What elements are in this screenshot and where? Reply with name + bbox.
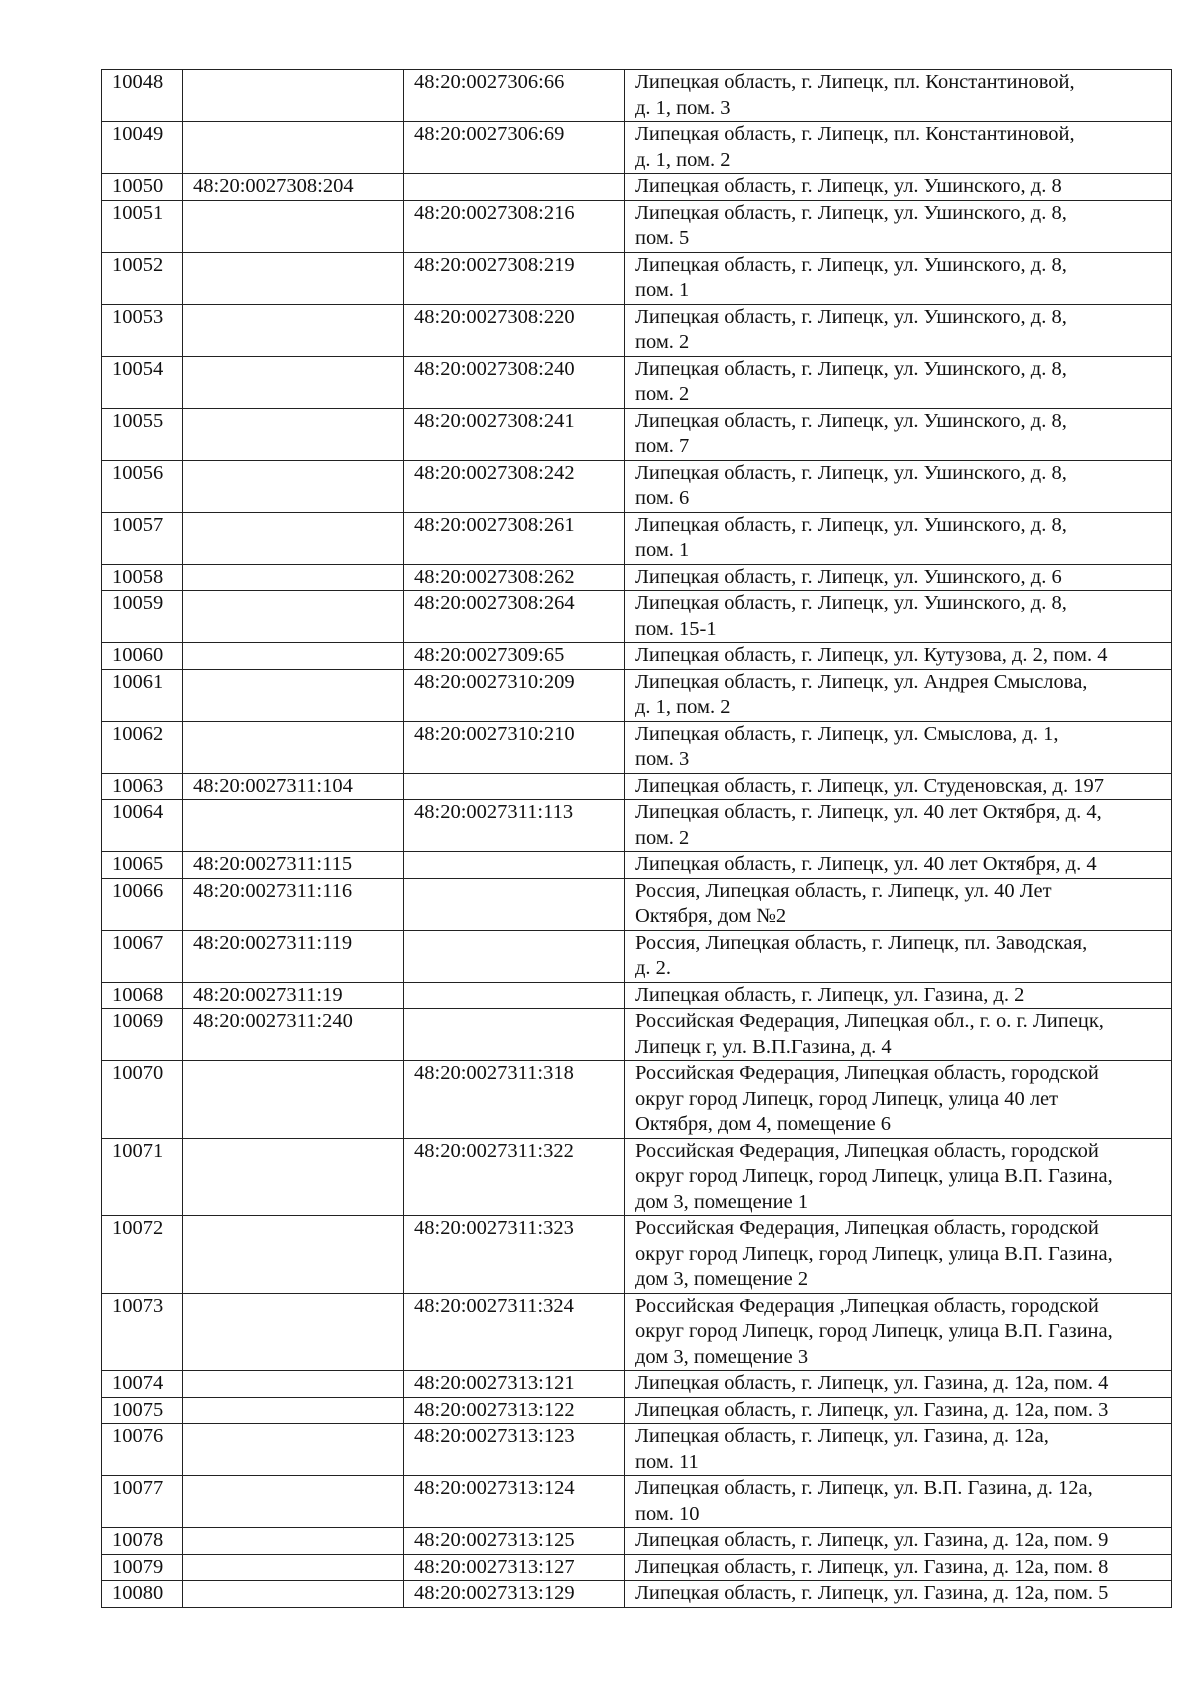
table-row — [102, 982, 1172, 1009]
row-number-cell: 10057 — [102, 512, 183, 564]
table-row — [102, 878, 1172, 930]
row-number-cell: 10062 — [102, 721, 183, 773]
table-row — [102, 1554, 1172, 1581]
table-row — [102, 930, 1172, 982]
address-cell: Россия, Липецкая область, г. Липецк, ул. 40 Лет Октября, дом №2 — [625, 878, 1172, 930]
table-row — [102, 800, 1172, 852]
address-cell: Липецкая область, г. Липецк, ул. Газина, д. 12а, пом. 8 — [625, 1554, 1172, 1581]
row-number-cell: 10077 — [102, 1476, 183, 1528]
land-cadastral-number-cell: 48:20:0027311:116 — [183, 878, 404, 930]
object-cadastral-number-cell: 48:20:0027313:127 — [404, 1554, 625, 1581]
object-cadastral-number-cell — [404, 773, 625, 800]
object-cadastral-number-cell — [404, 930, 625, 982]
address-cell: Липецкая область, г. Липецк, ул. Ушинского, д. 8, пом. 15-1 — [625, 591, 1172, 643]
table-row — [102, 773, 1172, 800]
row-number-cell: 10061 — [102, 669, 183, 721]
table-row — [102, 356, 1172, 408]
land-cadastral-number-cell — [183, 1554, 404, 1581]
land-cadastral-number-cell — [183, 512, 404, 564]
object-cadastral-number-cell — [404, 982, 625, 1009]
land-cadastral-number-cell — [183, 669, 404, 721]
address-cell: Липецкая область, г. Липецк, ул. Ушинского, д. 8, пом. 2 — [625, 356, 1172, 408]
row-number-cell: 10067 — [102, 930, 183, 982]
table-row — [102, 721, 1172, 773]
object-cadastral-number-cell — [404, 1009, 625, 1061]
address-cell: Россия, Липецкая область, г. Липецк, пл. Заводская, д. 2. — [625, 930, 1172, 982]
table-row — [102, 1397, 1172, 1424]
object-cadastral-number-cell: 48:20:0027313:123 — [404, 1424, 625, 1476]
object-cadastral-number-cell — [404, 878, 625, 930]
land-cadastral-number-cell — [183, 721, 404, 773]
address-cell: Липецкая область, г. Липецк, пл. Константиновой, д. 1, пом. 3 — [625, 70, 1172, 122]
land-cadastral-number-cell: 48:20:0027311:240 — [183, 1009, 404, 1061]
land-cadastral-number-cell — [183, 460, 404, 512]
land-cadastral-number-cell: 48:20:0027311:115 — [183, 852, 404, 879]
row-number-cell: 10072 — [102, 1216, 183, 1294]
row-number-cell: 10060 — [102, 643, 183, 670]
object-cadastral-number-cell: 48:20:0027308:242 — [404, 460, 625, 512]
land-cadastral-number-cell: 48:20:0027311:19 — [183, 982, 404, 1009]
object-cadastral-number-cell: 48:20:0027308:262 — [404, 564, 625, 591]
land-cadastral-number-cell — [183, 1138, 404, 1216]
table-row — [102, 122, 1172, 174]
table-row — [102, 460, 1172, 512]
table-body — [102, 70, 1172, 1608]
row-number-cell: 10071 — [102, 1138, 183, 1216]
object-cadastral-number-cell: 48:20:0027311:324 — [404, 1293, 625, 1371]
object-cadastral-number-cell: 48:20:0027310:210 — [404, 721, 625, 773]
object-cadastral-number-cell: 48:20:0027308:219 — [404, 252, 625, 304]
object-cadastral-number-cell: 48:20:0027308:240 — [404, 356, 625, 408]
table-row — [102, 200, 1172, 252]
row-number-cell: 10066 — [102, 878, 183, 930]
row-number-cell: 10069 — [102, 1009, 183, 1061]
row-number-cell: 10075 — [102, 1397, 183, 1424]
object-cadastral-number-cell: 48:20:0027313:124 — [404, 1476, 625, 1528]
table-row — [102, 1424, 1172, 1476]
address-cell: Липецкая область, г. Липецк, ул. Андрея Смыслова, д. 1, пом. 2 — [625, 669, 1172, 721]
land-cadastral-number-cell — [183, 1061, 404, 1139]
table-row — [102, 669, 1172, 721]
land-cadastral-number-cell — [183, 800, 404, 852]
row-number-cell: 10080 — [102, 1581, 183, 1608]
row-number-cell: 10052 — [102, 252, 183, 304]
row-number-cell: 10055 — [102, 408, 183, 460]
land-cadastral-number-cell — [183, 252, 404, 304]
address-cell: Липецкая область, г. Липецк, ул. Газина, д. 12а, пом. 4 — [625, 1371, 1172, 1398]
object-cadastral-number-cell — [404, 174, 625, 201]
row-number-cell: 10056 — [102, 460, 183, 512]
table-row — [102, 304, 1172, 356]
address-cell: Липецкая область, г. Липецк, ул. Газина, д. 12а, пом. 11 — [625, 1424, 1172, 1476]
table-row — [102, 1216, 1172, 1294]
row-number-cell: 10059 — [102, 591, 183, 643]
land-cadastral-number-cell — [183, 356, 404, 408]
land-cadastral-number-cell — [183, 1424, 404, 1476]
row-number-cell: 10076 — [102, 1424, 183, 1476]
table-row — [102, 408, 1172, 460]
table-row — [102, 852, 1172, 879]
land-cadastral-number-cell — [183, 1371, 404, 1398]
row-number-cell: 10054 — [102, 356, 183, 408]
address-cell: Липецкая область, г. Липецк, ул. Ушинского, д. 8, пом. 5 — [625, 200, 1172, 252]
row-number-cell: 10048 — [102, 70, 183, 122]
object-cadastral-number-cell: 48:20:0027313:125 — [404, 1528, 625, 1555]
object-cadastral-number-cell: 48:20:0027306:66 — [404, 70, 625, 122]
address-cell: Липецкая область, г. Липецк, ул. Газина, д. 2 — [625, 982, 1172, 1009]
row-number-cell: 10053 — [102, 304, 183, 356]
object-cadastral-number-cell: 48:20:0027306:69 — [404, 122, 625, 174]
address-cell: Липецкая область, г. Липецк, ул. Ушинского, д. 6 — [625, 564, 1172, 591]
land-cadastral-number-cell — [183, 304, 404, 356]
row-number-cell: 10063 — [102, 773, 183, 800]
table-row — [102, 591, 1172, 643]
address-cell: Липецкая область, г. Липецк, ул. Газина, д. 12а, пом. 5 — [625, 1581, 1172, 1608]
row-number-cell: 10065 — [102, 852, 183, 879]
object-cadastral-number-cell: 48:20:0027311:113 — [404, 800, 625, 852]
land-cadastral-number-cell — [183, 564, 404, 591]
row-number-cell: 10058 — [102, 564, 183, 591]
land-cadastral-number-cell — [183, 1476, 404, 1528]
object-cadastral-number-cell: 48:20:0027310:209 — [404, 669, 625, 721]
table-row — [102, 1293, 1172, 1371]
row-number-cell: 10051 — [102, 200, 183, 252]
land-cadastral-number-cell — [183, 1397, 404, 1424]
table-row — [102, 1061, 1172, 1139]
row-number-cell: 10050 — [102, 174, 183, 201]
object-cadastral-number-cell: 48:20:0027308:220 — [404, 304, 625, 356]
address-cell: Липецкая область, г. Липецк, ул. Ушинского, д. 8, пом. 1 — [625, 512, 1172, 564]
object-cadastral-number-cell: 48:20:0027308:241 — [404, 408, 625, 460]
object-cadastral-number-cell — [404, 852, 625, 879]
address-cell: Липецкая область, г. Липецк, ул. Ушинского, д. 8, пом. 1 — [625, 252, 1172, 304]
object-cadastral-number-cell: 48:20:0027309:65 — [404, 643, 625, 670]
row-number-cell: 10049 — [102, 122, 183, 174]
address-cell: Липецкая область, г. Липецк, ул. Ушинского, д. 8, пом. 2 — [625, 304, 1172, 356]
document-page — [101, 69, 1172, 1608]
land-cadastral-number-cell — [183, 591, 404, 643]
row-number-cell: 10079 — [102, 1554, 183, 1581]
table-row — [102, 1528, 1172, 1555]
land-cadastral-number-cell — [183, 1293, 404, 1371]
table-row — [102, 1009, 1172, 1061]
address-cell: Липецкая область, г. Липецк, пл. Константиновой, д. 1, пом. 2 — [625, 122, 1172, 174]
object-cadastral-number-cell: 48:20:0027311:318 — [404, 1061, 625, 1139]
address-cell: Липецкая область, г. Липецк, ул. Газина, д. 12а, пом. 3 — [625, 1397, 1172, 1424]
land-cadastral-number-cell: 48:20:0027311:104 — [183, 773, 404, 800]
cadastral-table — [101, 69, 1172, 1608]
land-cadastral-number-cell — [183, 1216, 404, 1294]
land-cadastral-number-cell — [183, 70, 404, 122]
row-number-cell: 10073 — [102, 1293, 183, 1371]
address-cell: Липецкая область, г. Липецк, ул. В.П. Газина, д. 12а, пом. 10 — [625, 1476, 1172, 1528]
address-cell: Липецкая область, г. Липецк, ул. Смыслова, д. 1, пом. 3 — [625, 721, 1172, 773]
address-cell: Российская Федерация ,Липецкая область, городской округ город Липецк, город Липецк, улица В.П. Газина, дом 3, помещение 3 — [625, 1293, 1172, 1371]
table-row — [102, 1476, 1172, 1528]
land-cadastral-number-cell: 48:20:0027311:119 — [183, 930, 404, 982]
land-cadastral-number-cell — [183, 122, 404, 174]
address-cell: Липецкая область, г. Липецк, ул. Ушинского, д. 8 — [625, 174, 1172, 201]
address-cell: Российская Федерация, Липецкая область, городской округ город Липецк, город Липецк, улица В.П. Газина, дом 3, помещение 1 — [625, 1138, 1172, 1216]
object-cadastral-number-cell: 48:20:0027313:122 — [404, 1397, 625, 1424]
address-cell: Липецкая область, г. Липецк, ул. Кутузова, д. 2, пом. 4 — [625, 643, 1172, 670]
object-cadastral-number-cell: 48:20:0027308:264 — [404, 591, 625, 643]
object-cadastral-number-cell: 48:20:0027311:323 — [404, 1216, 625, 1294]
address-cell: Липецкая область, г. Липецк, ул. Ушинского, д. 8, пом. 6 — [625, 460, 1172, 512]
land-cadastral-number-cell — [183, 408, 404, 460]
table-row — [102, 643, 1172, 670]
land-cadastral-number-cell — [183, 1528, 404, 1555]
land-cadastral-number-cell: 48:20:0027308:204 — [183, 174, 404, 201]
address-cell: Липецкая область, г. Липецк, ул. 40 лет Октября, д. 4 — [625, 852, 1172, 879]
address-cell: Липецкая область, г. Липецк, ул. Газина, д. 12а, пом. 9 — [625, 1528, 1172, 1555]
row-number-cell: 10074 — [102, 1371, 183, 1398]
land-cadastral-number-cell — [183, 200, 404, 252]
object-cadastral-number-cell: 48:20:0027308:216 — [404, 200, 625, 252]
row-number-cell: 10068 — [102, 982, 183, 1009]
table-row — [102, 512, 1172, 564]
table-row — [102, 252, 1172, 304]
table-row — [102, 70, 1172, 122]
table-row — [102, 1371, 1172, 1398]
address-cell: Российская Федерация, Липецкая область, городской округ город Липецк, город Липецк, улица 40 лет Октября, дом 4, помещение 6 — [625, 1061, 1172, 1139]
address-cell: Липецкая область, г. Липецк, ул. Ушинского, д. 8, пом. 7 — [625, 408, 1172, 460]
land-cadastral-number-cell — [183, 643, 404, 670]
address-cell: Липецкая область, г. Липецк, ул. 40 лет Октября, д. 4, пом. 2 — [625, 800, 1172, 852]
row-number-cell: 10064 — [102, 800, 183, 852]
row-number-cell: 10070 — [102, 1061, 183, 1139]
land-cadastral-number-cell — [183, 1581, 404, 1608]
row-number-cell: 10078 — [102, 1528, 183, 1555]
object-cadastral-number-cell: 48:20:0027313:121 — [404, 1371, 625, 1398]
object-cadastral-number-cell: 48:20:0027308:261 — [404, 512, 625, 564]
table-row — [102, 174, 1172, 201]
table-row — [102, 564, 1172, 591]
address-cell: Липецкая область, г. Липецк, ул. Студеновская, д. 197 — [625, 773, 1172, 800]
address-cell: Российская Федерация, Липецкая обл., г. о. г. Липецк, Липецк г, ул. В.П.Газина, д. 4 — [625, 1009, 1172, 1061]
table-row — [102, 1138, 1172, 1216]
object-cadastral-number-cell: 48:20:0027311:322 — [404, 1138, 625, 1216]
object-cadastral-number-cell: 48:20:0027313:129 — [404, 1581, 625, 1608]
table-row — [102, 1581, 1172, 1608]
address-cell: Российская Федерация, Липецкая область, городской округ город Липецк, город Липецк, улица В.П. Газина, дом 3, помещение 2 — [625, 1216, 1172, 1294]
